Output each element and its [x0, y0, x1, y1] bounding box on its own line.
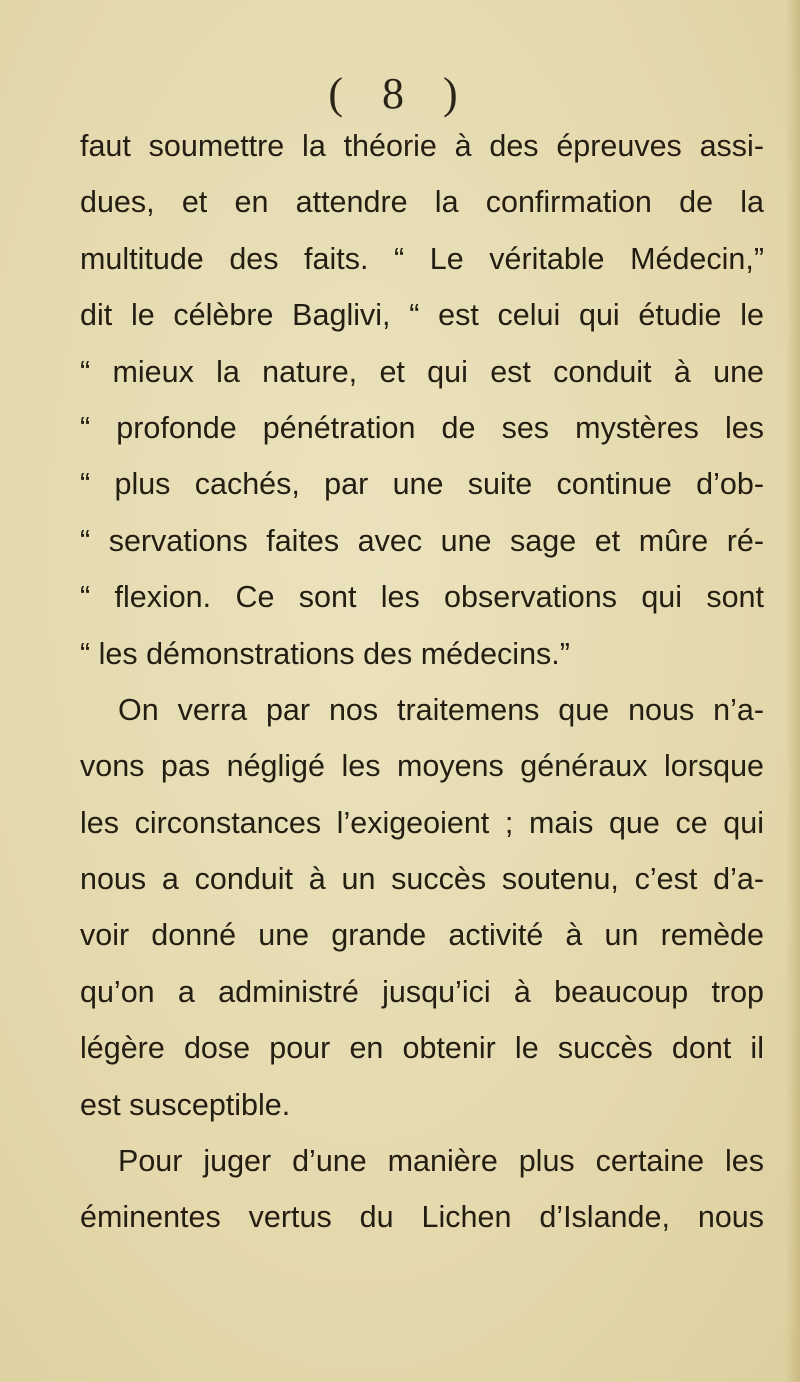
text-line: nous a conduit à un succès soutenu, c’est d’a- [80, 862, 764, 897]
text-line: On verra par nos traitemens que nous n’a- [118, 692, 764, 727]
page-number: ( 8 ) [328, 69, 472, 118]
text-line: Pour juger d’une manière plus certaine les [118, 1144, 764, 1179]
text-line: “ servations faites avec une sage et mûre ré- [80, 523, 764, 558]
page-edge-shadow [786, 0, 800, 1382]
text-line: légère dose pour en obtenir le succès dont il [80, 1031, 764, 1066]
body-text [80, 118, 764, 1246]
text-line: dit le célèbre Baglivi, “ est celui qui étudie le [80, 298, 764, 333]
text-line: voir donné une grande activité à un remède [80, 918, 764, 953]
text-line: est susceptible. [80, 1087, 291, 1122]
text-line: “ flexion. Ce sont les observations qui sont [80, 580, 764, 615]
text-line: “ les démonstrations des médecins.” [80, 636, 570, 671]
text-line: qu’on a administré jusqu’ici à beaucoup trop [80, 974, 764, 1009]
text-line: les circonstances l’exigeoient ; mais que ce qui [80, 805, 764, 840]
text-line: dues, et en attendre la confirmation de la [80, 185, 764, 220]
text-line: vons pas négligé les moyens généraux lorsque [80, 749, 764, 784]
text-line: “ plus cachés, par une suite continue d’ob- [80, 467, 764, 502]
text-line: éminentes vertus du Lichen d’Islande, nous [80, 1200, 764, 1235]
text-line: “ mieux la nature, et qui est conduit à une [80, 354, 764, 389]
text-line: “ profonde pénétration de ses mystères les [80, 410, 764, 445]
text-line: faut soumettre la théorie à des épreuves assi- [80, 129, 764, 163]
text-line: multitude des faits. “ Le véritable Médecin,” [80, 241, 764, 276]
